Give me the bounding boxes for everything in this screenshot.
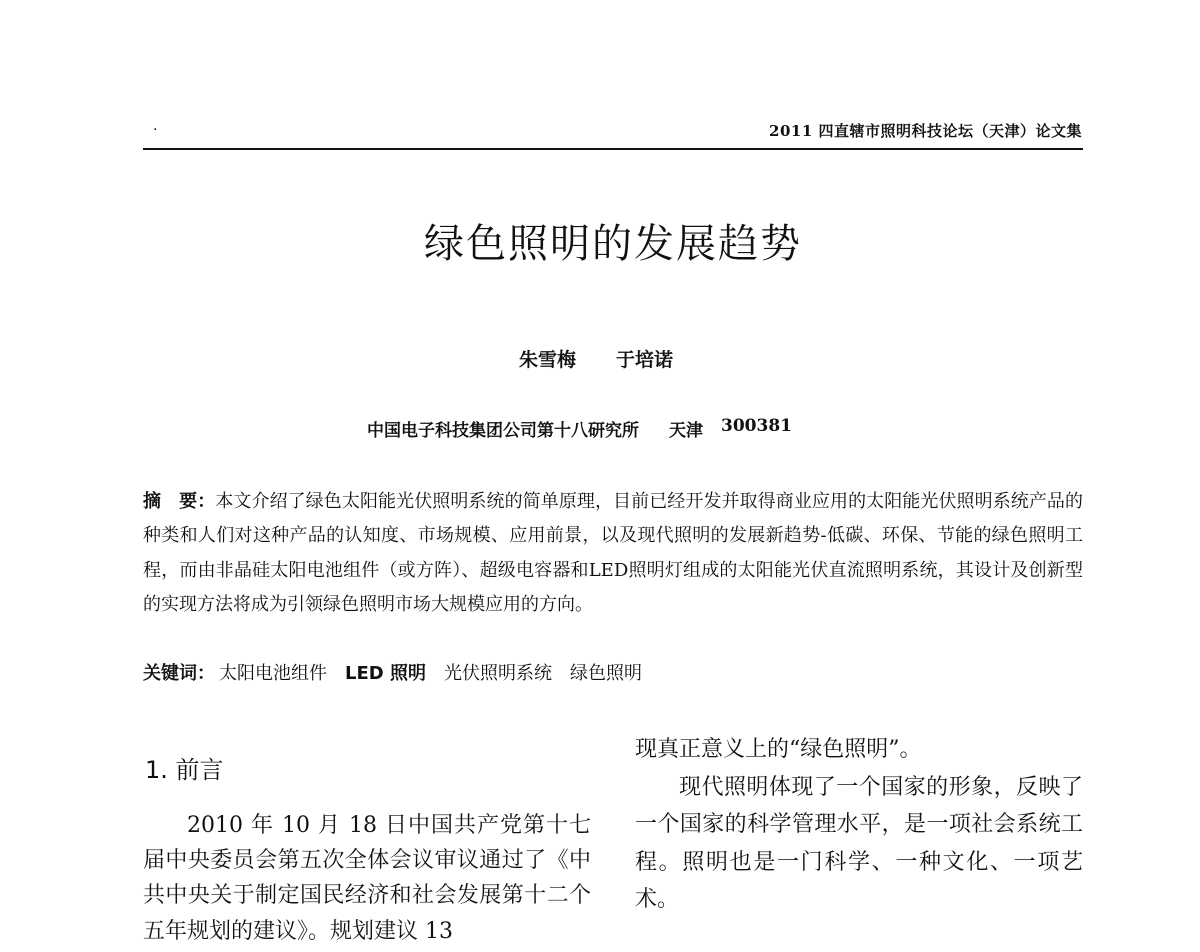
running-head: 2011 四直辖市照明科技论坛（天津）论文集 [769, 122, 1082, 140]
keywords-label: 关键词： [143, 663, 215, 684]
affiliation-city: 天津 [669, 421, 703, 441]
abstract-label: 摘 要： [143, 491, 216, 512]
affiliation-postcode: 300381 [721, 416, 792, 436]
author-list [519, 345, 673, 372]
section-heading: 1. 前言 [145, 756, 224, 784]
body-continuation-right: 现真正意义上的“绿色照明”。 [635, 737, 922, 762]
keyword-item: LED 照明 [345, 663, 426, 684]
body-paragraph-left: 2010 年 10 月 18 日中国共产党第十七届中央委员会第五次全体会议审议通过了《中共中央关于制定国民经济和社会发展第十二个五年规划的建议》。规划建议 13 [143, 813, 591, 944]
keyword-item: 光伏照明系统 [443, 663, 552, 684]
keyword-item: 绿色照明 [569, 663, 642, 684]
keyword-item: 太阳电池组件 [219, 663, 327, 684]
header-rule [143, 148, 1083, 150]
body-paragraph-right: 现代照明体现了一个国家的形象，反映了一个国家的科学管理水平，是一项社会系统工程。照明也是一门科学、一种文化、一项艺术。 [635, 775, 1083, 912]
abstract-text: 本文介绍了绿色太阳能光伏照明系统的简单原理，目前已经开发并取得商业应用的太阳能光伏照明系统产品的种类和人们对这种产品的认知度、市场规模、应用前景，以及现代照明的发展新趋势-低碳、环保、节能的绿色照明工程，而由非晶硅太阳电池组件（或方阵）、超级电容器和LED照明灯组成的太阳能光伏直流照明系统，其设计及创新型的实现方法将成为引领绿色照明市场大规模应用的方向。 [143, 491, 1084, 615]
affiliation [367, 416, 792, 441]
paper-title: 绿色照明的发展趋势 [424, 221, 802, 267]
author-name: 朱雪梅 [519, 349, 577, 371]
keywords [143, 659, 642, 685]
header-dot: · [153, 122, 158, 138]
author-name: 于培诺 [616, 349, 674, 371]
affiliation-org: 中国电子科技集团公司第十八研究所 [367, 421, 639, 441]
abstract [143, 485, 1083, 622]
